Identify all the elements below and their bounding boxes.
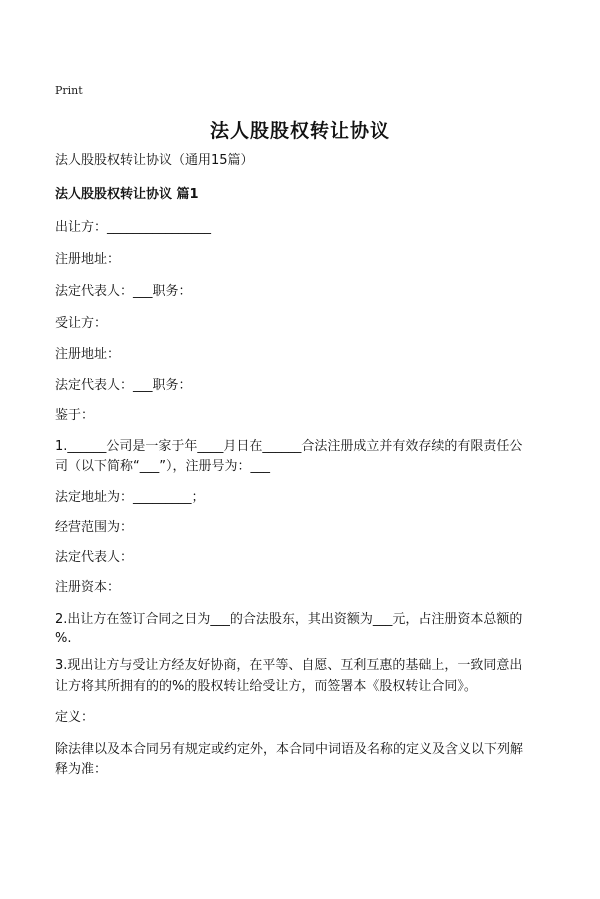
definitions-text-line-1: 除法律以及本合同另有规定或约定外，本合同中词语及名称的定义及含义以下列解: [55, 742, 524, 757]
transferee-line: 受让方：: [55, 316, 108, 331]
transferee-address-line: 注册地址：: [55, 347, 121, 362]
section-heading: 法人股股权转让协议 篇1: [55, 187, 199, 202]
clause-2-line-1: 2.出让方在签订合同之日为___的合法股东，其出资额为___元，占注册资本总额的: [55, 612, 523, 627]
document-subtitle: 法人股股权转让协议（通用15篇）: [55, 153, 254, 168]
legal-representative-line: 法定代表人：: [55, 550, 134, 565]
clause-3-line-2: 让方将其所拥有的的%的股权转让给受让方，而签署本《股权转让合同》。: [55, 679, 477, 694]
transferor-address-line: 注册地址：: [55, 252, 121, 267]
business-scope-line: 经营范围为：: [55, 520, 134, 535]
document-title: 法人股股权转让协议: [209, 120, 390, 142]
clause-3-line-1: 3.现出让方与受让方经友好协商，在平等、自愿、互利互惠的基础上，一致同意出: [55, 658, 523, 673]
definitions-heading: 定义：: [55, 710, 95, 725]
transferor-line: 出让方：________________: [55, 220, 212, 235]
clause-1-line-1: 1.______公司是一家于年____月日在______合法注册成立并有效存续的有限责任公: [55, 439, 523, 454]
clause-1-line-2: 司（以下简称“___”），注册号为：___: [55, 459, 270, 474]
definitions-text-line-2: 释为准：: [55, 762, 108, 777]
transferee-representative-line: 法定代表人：___职务：: [55, 378, 192, 393]
whereas-line: 鉴于：: [55, 408, 95, 423]
clause-2-line-2: %.: [55, 631, 72, 646]
transferor-representative-line: 法定代表人：___职务：: [55, 284, 192, 299]
registered-capital-line: 注册资本：: [55, 580, 121, 595]
legal-address-line: 法定地址为：_________；: [55, 490, 205, 505]
print-label: Print: [55, 84, 83, 97]
